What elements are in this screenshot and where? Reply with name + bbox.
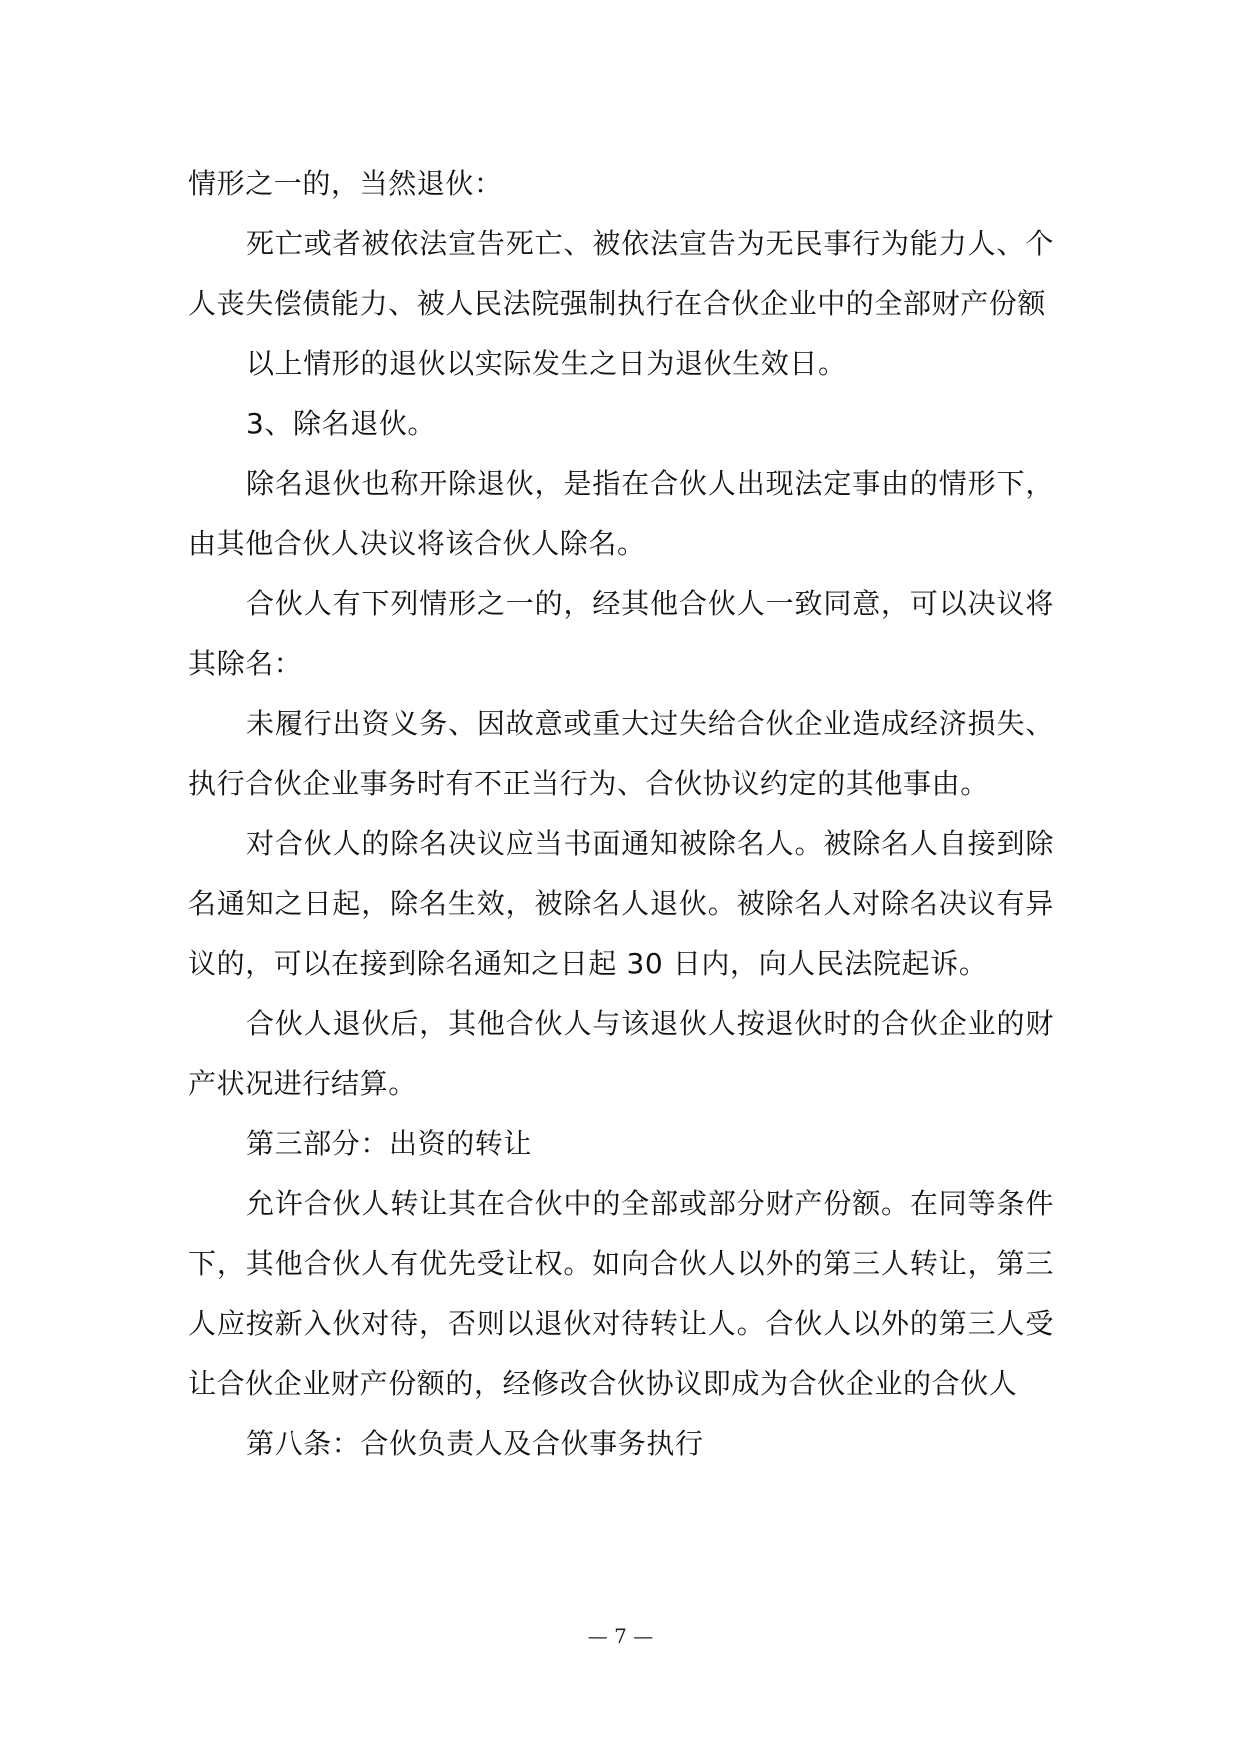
- document-body: [188, 154, 1054, 1474]
- page-number: — 7 —: [587, 1624, 654, 1648]
- paragraph: 情形之一的，当然退伙：: [188, 167, 503, 200]
- paragraph: 以上情形的退伙以实际发生之日为退伙生效日。: [246, 347, 847, 380]
- paragraph: 合伙人退伙后，其他合伙人与该退伙人按退伙时的合伙企业的财产状况进行结算。: [188, 1007, 1054, 1100]
- paragraph: 对合伙人的除名决议应当书面通知被除名人。被除名人自接到除名通知之日起，除名生效，被除名人退伙。被除名人对除名决议有异议的，可以在接到除名通知之日起 30 日内，向人民法院起诉。: [188, 827, 1054, 980]
- article-heading: 第八条：合伙负责人及合伙事务执行: [246, 1427, 704, 1460]
- paragraph: 允许合伙人转让其在合伙中的全部或部分财产份额。在同等条件下，其他合伙人有优先受让权。如向合伙人以外的第三人转让，第三人应按新入伙对待，否则以退伙对待转让人。合伙人以外的第三人受让合伙企业财产份额的，经修改合伙协议即成为合伙企业的合伙人: [188, 1187, 1054, 1400]
- paragraph: 除名退伙也称开除退伙，是指在合伙人出现法定事由的情形下，由其他合伙人决议将该合伙人除名。: [188, 467, 1054, 560]
- section-heading: 3、除名退伙。: [246, 407, 437, 440]
- paragraph: 死亡或者被依法宣告死亡、被依法宣告为无民事行为能力人、个人丧失偿债能力、被人民法院强制执行在合伙企业中的全部财产份额: [188, 227, 1054, 320]
- paragraph: 未履行出资义务、因故意或重大过失给合伙企业造成经济损失、执行合伙企业事务时有不正当行为、合伙协议约定的其他事由。: [188, 707, 1054, 800]
- section-heading: 第三部分：出资的转让: [246, 1127, 533, 1160]
- paragraph: 合伙人有下列情形之一的，经其他合伙人一致同意，可以决议将其除名：: [188, 587, 1054, 680]
